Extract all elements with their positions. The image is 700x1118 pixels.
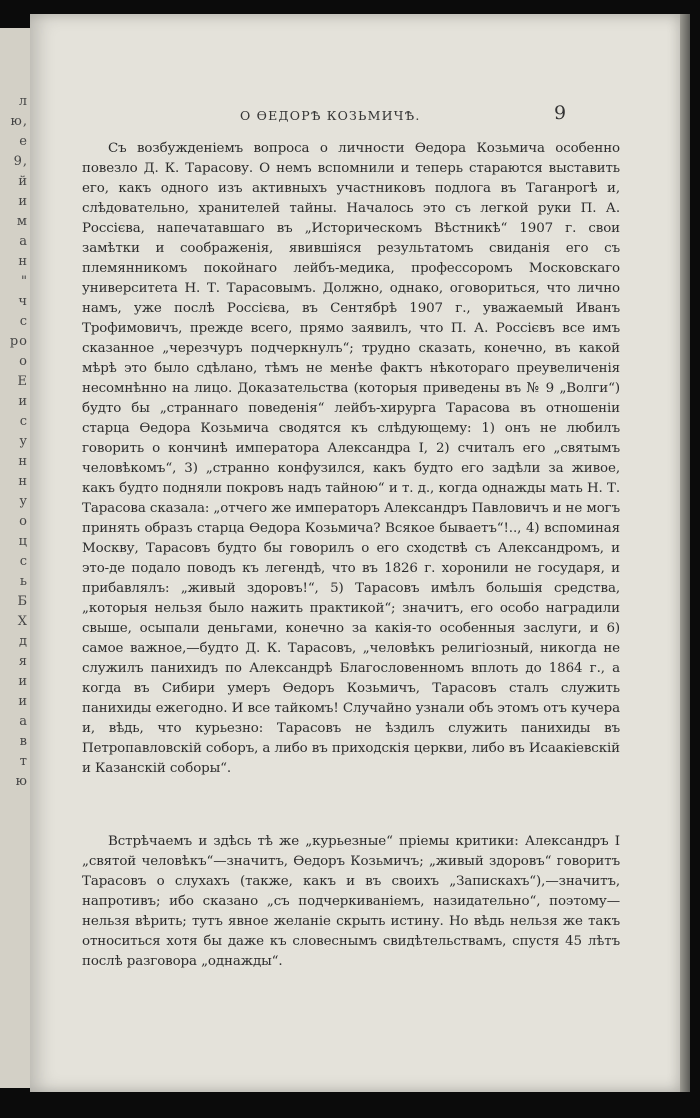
previous-page-fragment: ч <box>18 294 28 309</box>
previous-page-fragment: н <box>18 254 28 269</box>
previous-page-fragment: а <box>19 714 28 729</box>
previous-page-fragment: е <box>19 134 28 149</box>
previous-page-fragment: и <box>18 694 28 709</box>
previous-page-fragment: Е <box>17 374 28 389</box>
body-paragraph-1: Съ возбужденіемъ вопроса о личности Ѳедора Козьмича особенно повезло Д. К. Тарасову. О немъ вспомнили и теперь стараются выставить его, какъ одного изъ активныхъ участниковъ подлога въ Таганрогѣ и, слѣдовательно, хранителей тайны. Началось это съ легкой руки П. А. Россієва, напечатавшаго въ „Историческомъ Вѣстникѣ“ 1907 г. свои замѣтки и соображенія, явившіяся результатомъ свиданія его съ племянникомъ покойнаго лейбъ-медика, профессоромъ Московскаго университета Н. Т. Тарасовымъ. Должно, однако, оговориться, что лично намъ, уже послѣ Россієва, въ Сентябрѣ 1907 г., уважаемый Иванъ Трофимовичъ, прежде всего, прямо заявилъ, что П. А. Россієвъ все имъ сказанное „черезчуръ подчеркнулъ“; трудно сказать, конечно, въ какой мѣрѣ это было сдѣлано, тѣмъ не менѣе фактъ нѣкотораго преувеличенія несомнѣнно на лицо. Доказательства (которыя приведены въ № 9 „Волги“) будто бы „страннаго поведенія“ лейбъ-хирурга Тарасова въ отношеніи старца Ѳедора Козьмича сводятся къ слѣдующему: 1) онъ не любилъ говорить о кончинѣ императора Александра I, 2) считалъ его „святымъ человѣкомъ“, 3) „странно конфузился, какъ будто его задѣли за живое, какъ будто подняли покровъ надъ тайною“ и т. д., когда однажды мать Н. Т. Тарасова сказала: „отчего же императоръ Александръ Павловичъ и не могъ принять образъ старца Ѳедора Козьмича? Всякое бываетъ“!.., 4) вспоминая Москву, Тарасовъ будто бы говорилъ о его сходствѣ съ Александромъ, и это-де подало поводъ къ легендѣ, что въ 1826 г. хоронили не государя, и прибавлялъ: „живый здоровъ!“, 5) Тарасовъ имѣлъ большія средства, „которыя нельзя было нажить практикой“; значитъ, его особо наградили свыше, осыпали деньгами, конечно за какія-то особенныя заслуги, и 6) самое важное,—будто Д. К. Тарасовъ, „человѣкъ религіозный, никогда не служилъ панихидъ по Александрѣ Благословенномъ вплоть до 1864 г., а когда въ Сибири умеръ Ѳедоръ Козьмичъ, Тарасовъ сталъ служить панихиды ежегодно. И все тайкомъ! Случайно узнали объ этомъ отъ кучера и, вѣдь, что курьезно: Тарасовъ не ѣздилъ служить панихиды въ Петропавловскій соборъ, а либо въ приходскія церкви, либо въ Исаакіевскій и Казанскій соборы“. <box>82 141 620 776</box>
previous-page-fragment: я <box>18 654 28 669</box>
previous-page-fragment: у <box>19 494 28 509</box>
page-number: 9 <box>554 102 567 124</box>
previous-page-fragment: ро <box>9 334 28 349</box>
previous-page-fragment: и <box>18 194 28 209</box>
previous-page-edge <box>0 28 30 1088</box>
previous-page-fragment: а <box>19 234 28 249</box>
previous-page-fragment: д <box>18 634 28 649</box>
previous-page-fragment: о <box>19 354 28 369</box>
previous-page-fragment: " <box>21 274 28 289</box>
previous-page-fragment: м <box>16 214 28 229</box>
previous-page-fragment: ю <box>15 774 28 789</box>
previous-page-fragment: с <box>19 554 28 569</box>
previous-page-fragment: 9, <box>13 154 28 169</box>
previous-page-fragment: т <box>19 754 28 769</box>
previous-page-fragment: и <box>18 394 28 409</box>
previous-page-fragment: н <box>18 454 28 469</box>
previous-page-fragment: Б <box>17 594 28 609</box>
running-head: О ѲЕДОРѢ КОЗЬМИЧѢ. <box>240 108 421 123</box>
body-paragraph-2: Встрѣчаемъ и здѣсь тѣ же „курьезные“ пріемы критики: Александръ I „святой человѣкъ“—значитъ, Ѳедоръ Козьмичъ; „живый здоровъ“ говоритъ Тарасовъ о слухахъ (также, какъ и въ своихъ „Запискахъ“),—значитъ, напротивъ; ибо сказано „съ подчеркиваніемъ, назидательно“, поэтому—нельзя вѣрить; тутъ явное желаніе скрыть истину. Но вѣдь нельзя же такъ относиться хотя бы даже къ словеснымъ свидѣтельствамъ, спустя 45 лѣтъ послѣ разговора „однажды“. <box>82 834 620 969</box>
previous-page-fragment: с <box>19 414 28 429</box>
book-page <box>30 14 682 1092</box>
previous-page-fragment: у <box>19 434 28 449</box>
previous-page-fragment: с <box>19 314 28 329</box>
previous-page-fragment: ю, <box>10 114 28 129</box>
page-edge-shadow <box>680 14 690 1092</box>
previous-page-fragment: ь <box>19 574 28 589</box>
previous-page-fragment: й <box>18 174 28 189</box>
previous-page-fragment: о <box>19 514 28 529</box>
previous-page-fragment: л <box>18 94 28 109</box>
previous-page-fragment: ц <box>18 534 28 549</box>
previous-page-fragment: Х <box>17 614 28 629</box>
previous-page-fragment: н <box>18 474 28 489</box>
previous-page-fragment: в <box>19 734 28 749</box>
previous-page-fragment: и <box>18 674 28 689</box>
